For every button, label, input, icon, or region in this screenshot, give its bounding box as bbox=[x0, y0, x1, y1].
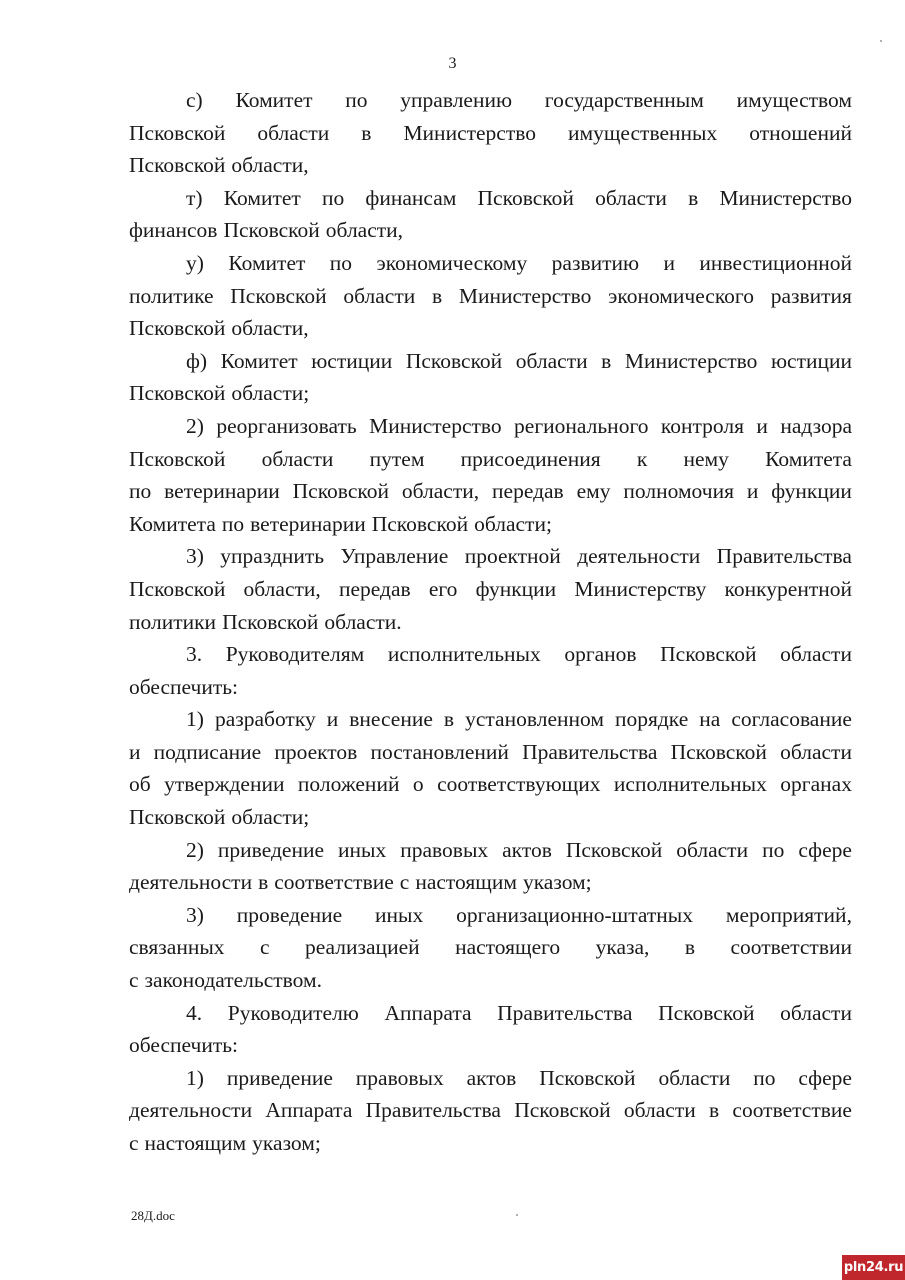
paragraph bbox=[129, 84, 852, 182]
text-line: и подписание проектов постановлений Правительства Псковской области bbox=[129, 739, 852, 764]
text-line: с) Комитет по управлению государственным имуществом bbox=[186, 88, 852, 112]
footer-filename: 28Д.doc bbox=[131, 1208, 175, 1223]
text-line: 4. Руководителю Аппарата Правительства Псковской области bbox=[186, 1000, 852, 1025]
text-line: Псковской области в Министерство имущественных отношений bbox=[129, 120, 852, 145]
scan-speck bbox=[880, 40, 882, 42]
text-line: финансов Псковской области, bbox=[129, 218, 404, 243]
text-line: Псковской области; bbox=[129, 805, 310, 830]
text-line: Псковской области, bbox=[129, 153, 309, 178]
text-line: об утверждении положений о соответствующих исполнительных органах bbox=[129, 772, 852, 797]
paragraph bbox=[129, 410, 852, 540]
paragraph bbox=[129, 182, 852, 247]
text-line: деятельности Аппарата Правительства Псковской области в соответствие bbox=[129, 1098, 852, 1123]
text-line: Псковской области путем присоединения к нему Комитета bbox=[129, 446, 852, 471]
document-body bbox=[129, 84, 852, 1160]
paragraph bbox=[129, 540, 852, 638]
text-line: 2) реорганизовать Министерство регионального контроля и надзора bbox=[186, 413, 852, 438]
scan-speck bbox=[516, 1214, 518, 1216]
text-line: политике Псковской области в Министерство экономического развития bbox=[129, 283, 852, 308]
text-line: с законодательством. bbox=[129, 968, 322, 993]
text-line: 3) упразднить Управление проектной деятельности Правительства bbox=[186, 544, 852, 569]
text-line: обеспечить: bbox=[129, 1033, 239, 1058]
watermark-logo[interactable]: pln24.ru bbox=[842, 1255, 905, 1280]
paragraph bbox=[129, 345, 852, 410]
text-line: 3) проведение иных организационно-штатных мероприятий, bbox=[186, 902, 852, 927]
text-line: Комитета по ветеринарии Псковской области; bbox=[129, 511, 552, 536]
text-line: Псковской области; bbox=[129, 381, 310, 406]
text-line: с настоящим указом; bbox=[129, 1131, 321, 1155]
paragraph bbox=[129, 703, 852, 833]
text-line: по ветеринарии Псковской области, передав ему полномочия и функции bbox=[129, 479, 852, 504]
text-line: 1) разработку и внесение в установленном порядке на согласование bbox=[186, 707, 852, 732]
paragraph bbox=[129, 638, 852, 703]
paragraph bbox=[129, 997, 852, 1062]
text-line: т) Комитет по финансам Псковской области в Министерство bbox=[186, 185, 852, 210]
text-line: ф) Комитет юстиции Псковской области в Министерство юстиции bbox=[186, 348, 852, 373]
text-line: Псковской области, передав его функции Министерству конкурентной bbox=[129, 576, 852, 601]
text-line: обеспечить: bbox=[129, 674, 239, 699]
paragraph bbox=[129, 1062, 852, 1160]
text-line: 1) приведение правовых актов Псковской области по сфере bbox=[186, 1065, 852, 1090]
text-line: у) Комитет по экономическому развитию и инвестиционной bbox=[186, 250, 852, 275]
text-line: Псковской области, bbox=[129, 316, 309, 341]
paragraph bbox=[129, 247, 852, 345]
paragraph bbox=[129, 899, 852, 997]
text-line: 3. Руководителям исполнительных органов Псковской области bbox=[186, 642, 852, 667]
paragraph bbox=[129, 834, 852, 899]
text-line: деятельности в соответствие с настоящим указом; bbox=[129, 870, 592, 895]
text-line: политики Псковской области. bbox=[129, 609, 402, 634]
text-line: 2) приведение иных правовых актов Псковской области по сфере bbox=[186, 837, 852, 862]
page-number: 3 bbox=[448, 55, 457, 72]
text-line: связанных с реализацией настоящего указа, в соответствии bbox=[129, 935, 852, 960]
